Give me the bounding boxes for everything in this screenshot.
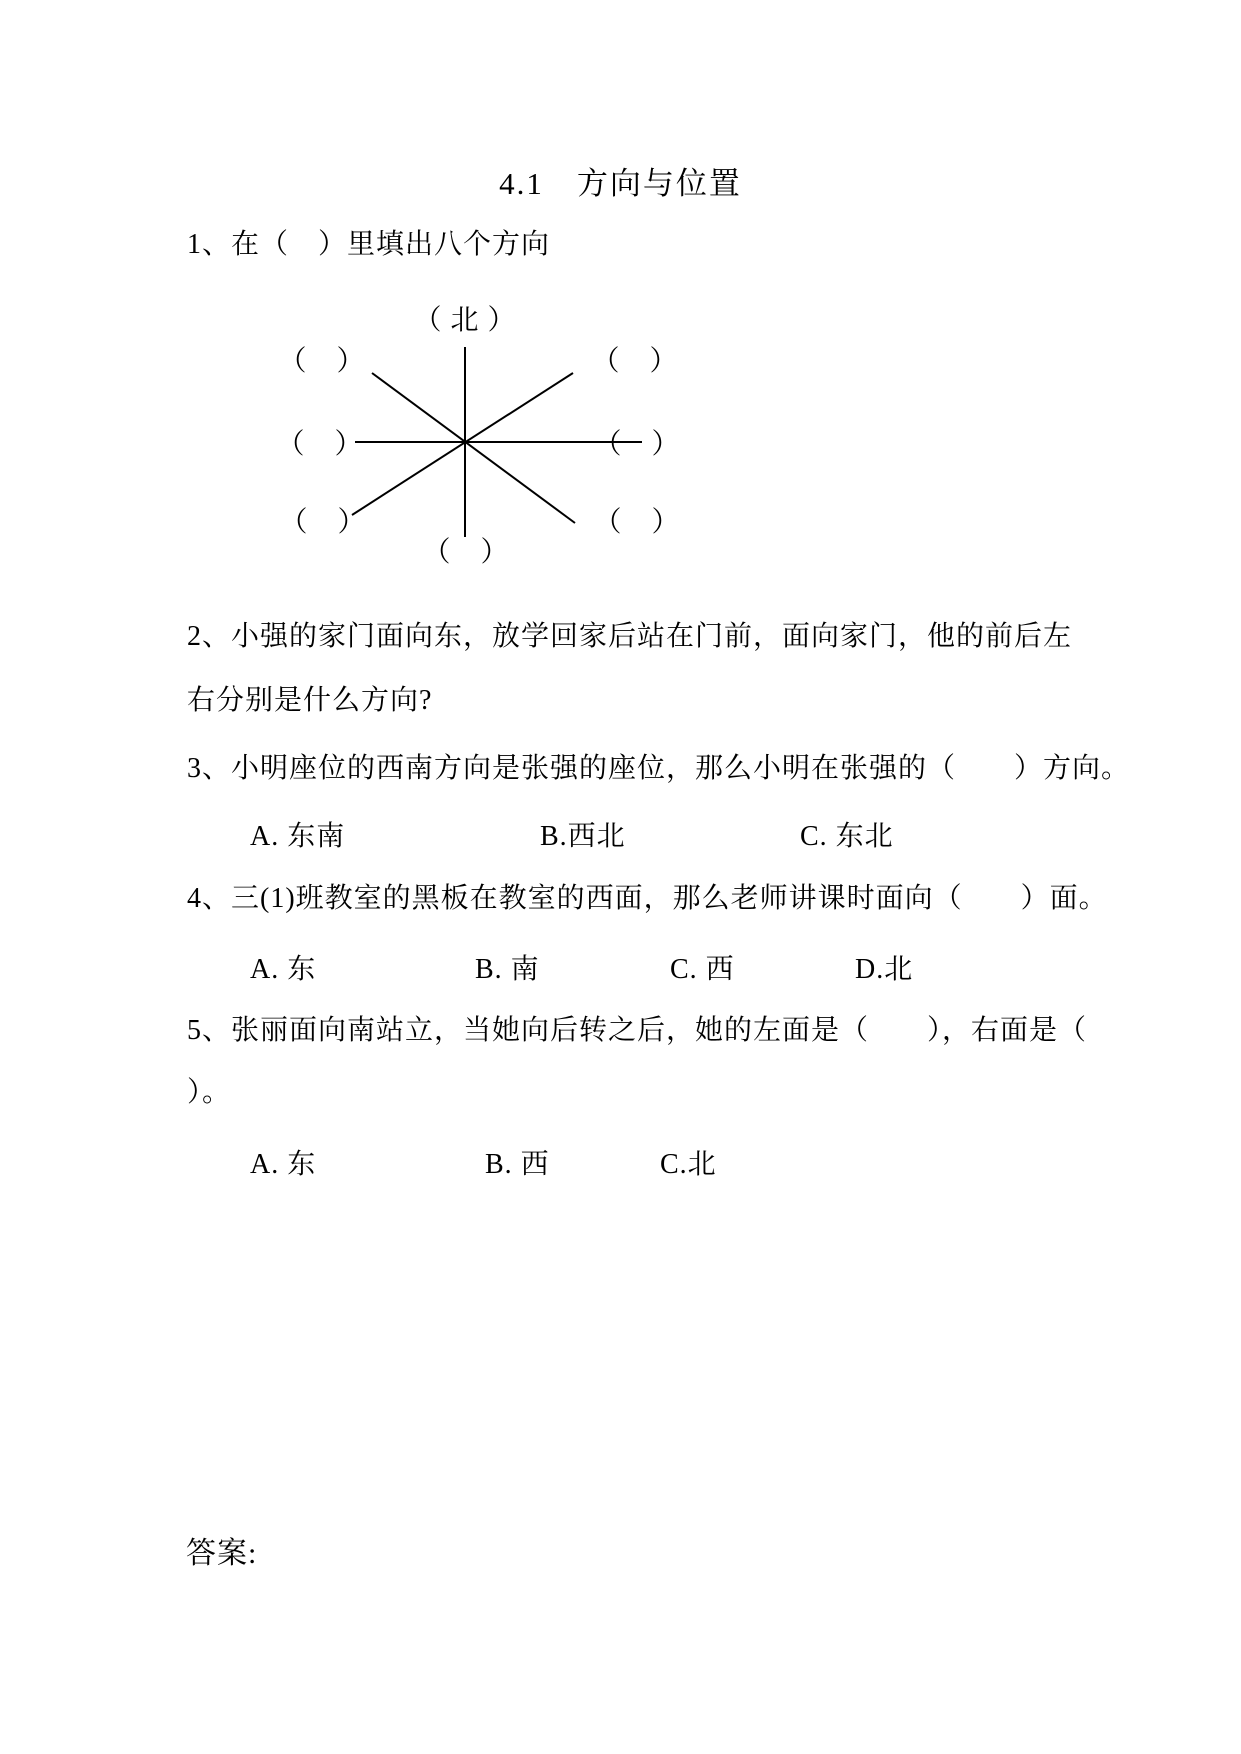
question-4-options [0,947,1241,987]
question-4-option-d: D.北 [855,954,914,985]
question-4-option-b: B. 南 [475,954,540,985]
question-3-text: 3、小明座位的西南方向是张强的座位，那么小明在张强的（ ）方向。 [187,753,1131,784]
question-1-text: 1、在（ ）里填出八个方向 [187,229,551,260]
question-3-option-b: B.西北 [540,821,626,852]
direction-blank-northeast: （ ） [591,346,679,377]
question-5-line-2: ）。 [187,1077,232,1108]
direction-blank-northwest: （ ） [278,346,366,377]
question-5-option-b: B. 西 [485,1149,550,1180]
question-5-option-a: A. 东 [250,1149,317,1180]
question-2-line-2: 右分别是什么方向? [187,685,433,716]
question-4-option-a: A. 东 [250,954,317,985]
direction-blank-west: （ ） [276,429,364,460]
northwest-southeast-line [372,373,575,523]
question-5-line-1: 5、张丽面向南站立，当她向后转之后，她的左面是（ ），右面是（ [187,1015,1088,1046]
answer-section-label: 答案: [186,1537,258,1570]
question-3-option-c: C. 东北 [800,821,894,852]
question-2-line-1: 2、小强的家门面向东，放学回家后站在门前，面向家门，他的前后左 [187,621,1073,652]
northeast-southwest-line [352,373,573,515]
direction-blank-southeast: （ ） [593,507,681,538]
question-3-option-a: A. 东南 [250,821,346,852]
direction-label-north: （ 北 ） [413,305,517,336]
question-3-options [0,814,1241,854]
question-4-text: 4、三(1)班教室的黑板在教室的西面，那么老师讲课时面向（ ）面。 [187,883,1108,914]
question-4-option-c: C. 西 [670,954,735,985]
question-5-option-c: C.北 [660,1149,717,1180]
worksheet-title: 4.1 方向与位置 [499,166,742,201]
direction-blank-south: （ ） [422,537,510,568]
question-5-options [0,1142,1241,1182]
direction-blank-east: （ ） [593,429,681,460]
direction-blank-southwest: （ ） [279,507,367,538]
compass-diagram [230,278,700,578]
